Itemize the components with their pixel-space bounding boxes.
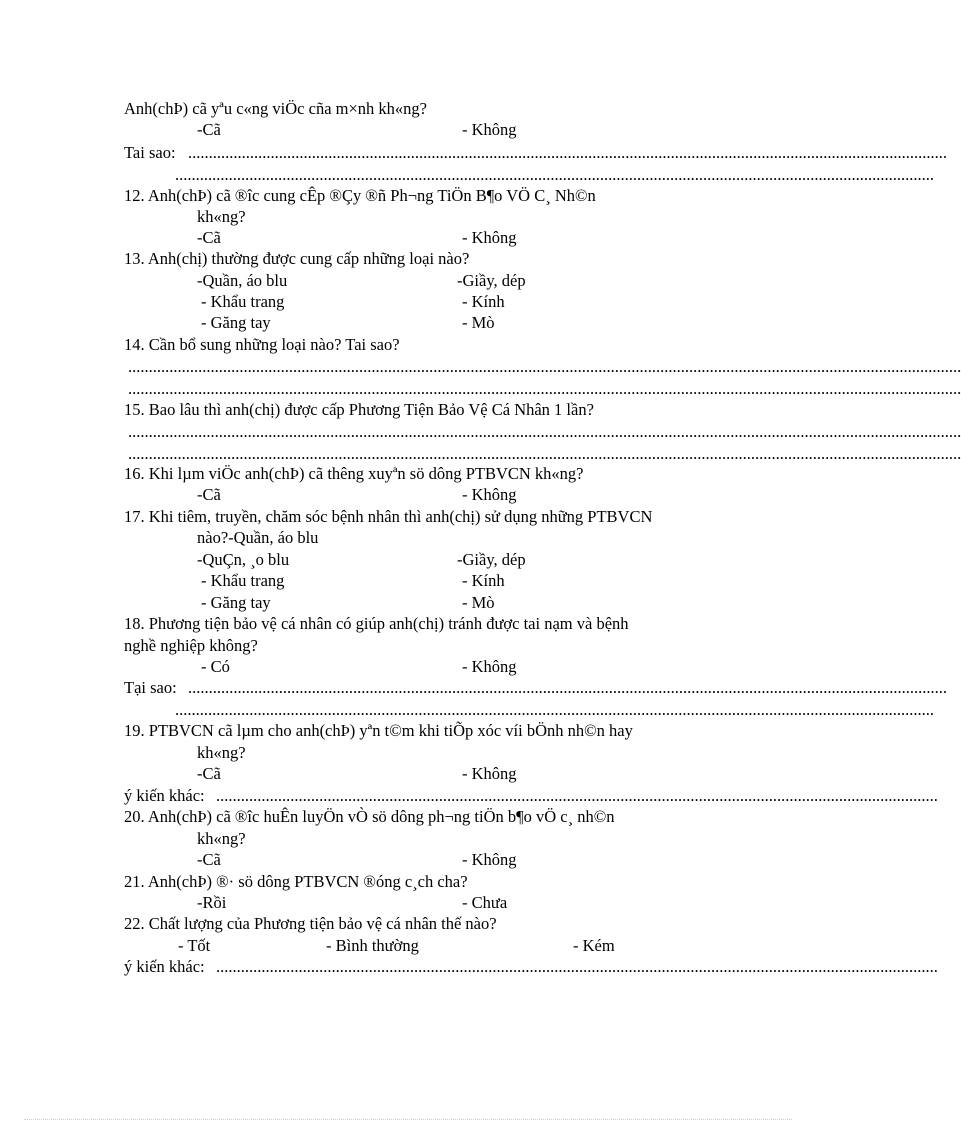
option-no: - Không: [462, 120, 517, 139]
option-no: - Không: [462, 850, 517, 869]
option-no: - Không: [462, 657, 517, 676]
question-18: 18. Phương tiện bảo vệ cá nhân có giúp anh(chị) tránh được tai nạm và bệnh: [124, 614, 629, 633]
question-12: 12. Anh(chÞ) cã ®îc cung cÊp ®Çy ®ñ Ph¬ng TiÖn B¶o VÖ C¸ Nh©n: [124, 186, 596, 205]
option-glasses: - Kính: [462, 571, 505, 590]
option-yes: -Cã: [197, 850, 221, 869]
reason-label: Tai sao:: [124, 143, 176, 162]
answer-dotted-line: ..........................................................................................................................................................................................................: [128, 379, 961, 398]
answer-dotted-line: ..........................................................................................................................................................................................................: [128, 444, 961, 463]
answer-dotted-line: ........................................................................................................................................................................................: [175, 700, 934, 719]
option-already: -Rồi: [197, 893, 227, 912]
question-17-cont: nào?-Quần, áo blu: [197, 528, 319, 547]
question-15: 15. Bao lâu thì anh(chị) được cấp Phương Tiện Bảo Vệ Cá Nhân 1 lần?: [124, 400, 594, 419]
option-mask: - Khẩu trang: [201, 292, 285, 311]
page-bottom-rule: [24, 1119, 792, 1120]
option-cap: - Mò: [462, 593, 495, 612]
option-yes: -Cã: [197, 120, 221, 139]
answer-dotted-line: ........................................................................................................................................................................................: [188, 143, 947, 162]
answer-dotted-line: ..........................................................................................................................................................................................................: [128, 357, 961, 376]
question-17: 17. Khi tiêm, truyền, chăm sóc bệnh nhân thì anh(chị) sử dụng những PTBVCN: [124, 507, 653, 526]
answer-dotted-line: ..........................................................................................................................................................................................................: [128, 422, 961, 441]
option-gloves: - Găng tay: [201, 313, 271, 332]
question-19: 19. PTBVCN cã lµm cho anh(chÞ) yªn t©m khi tiÕp xóc víi bÖnh nh©n hay: [124, 721, 633, 740]
question-20-cont: kh«ng?: [197, 829, 246, 848]
question-intro: Anh(chÞ) cã yªu c«ng viÖc cña m×nh kh«ng?: [124, 99, 427, 118]
option-no: - Không: [462, 485, 517, 504]
answer-dotted-line: ........................................................................................................................................................................................: [188, 678, 947, 697]
option-no: - Không: [462, 228, 517, 247]
question-18-cont: nghề nghiệp không?: [124, 636, 258, 655]
reason-label: Tại sao:: [124, 678, 177, 697]
option-shoes: -Giầy, dép: [457, 271, 526, 290]
option-yes: -Cã: [197, 485, 221, 504]
option-bad: - Kém: [573, 936, 615, 955]
option-yes: -Cã: [197, 228, 221, 247]
question-22: 22. Chất lượng của Phương tiện bảo vệ cá nhân thế nào?: [124, 914, 497, 933]
option-gown: -QuÇn, ¸o blu: [197, 550, 290, 569]
option-good: - Tốt: [178, 936, 211, 955]
answer-dotted-line: ...............................................................................................................................................................................: [216, 786, 938, 805]
answer-dotted-line: ........................................................................................................................................................................................: [175, 165, 934, 184]
option-no: - Không: [462, 764, 517, 783]
question-12-cont: kh«ng?: [197, 207, 246, 226]
other-opinion-label: ý kiến khác:: [124, 786, 205, 805]
option-shoes: -Giầy, dép: [457, 550, 526, 569]
question-16: 16. Khi lµm viÖc anh(chÞ) cã thêng xuyªn sö dông PTBVCN kh«ng?: [124, 464, 584, 483]
option-glasses: - Kính: [462, 292, 505, 311]
option-mask: - Khẩu trang: [201, 571, 285, 590]
question-19-cont: kh«ng?: [197, 743, 246, 762]
answer-dotted-line: ...............................................................................................................................................................................: [216, 957, 938, 976]
question-13: 13. Anh(chị) thường được cung cấp những loại nào?: [124, 249, 470, 268]
option-cap: - Mò: [462, 313, 495, 332]
question-20: 20. Anh(chÞ) cã ®îc huÊn luyÖn vÒ sö dông ph¬ng tiÖn b¶o vÖ c¸ nh©n: [124, 807, 615, 826]
question-14: 14. Cần bổ sung những loại nào? Tai sao?: [124, 335, 400, 354]
other-opinion-label: ý kiến khác:: [124, 957, 205, 976]
option-not-yet: - Chưa: [462, 893, 508, 912]
option-yes: -Cã: [197, 764, 221, 783]
option-gown: -Quần, áo blu: [197, 271, 288, 290]
option-gloves: - Găng tay: [201, 593, 271, 612]
option-yes: - Có: [201, 657, 230, 676]
option-normal: - Bình thường: [326, 936, 419, 955]
question-21: 21. Anh(chÞ) ®· sö dông PTBVCN ®óng c¸ch cha?: [124, 872, 468, 891]
